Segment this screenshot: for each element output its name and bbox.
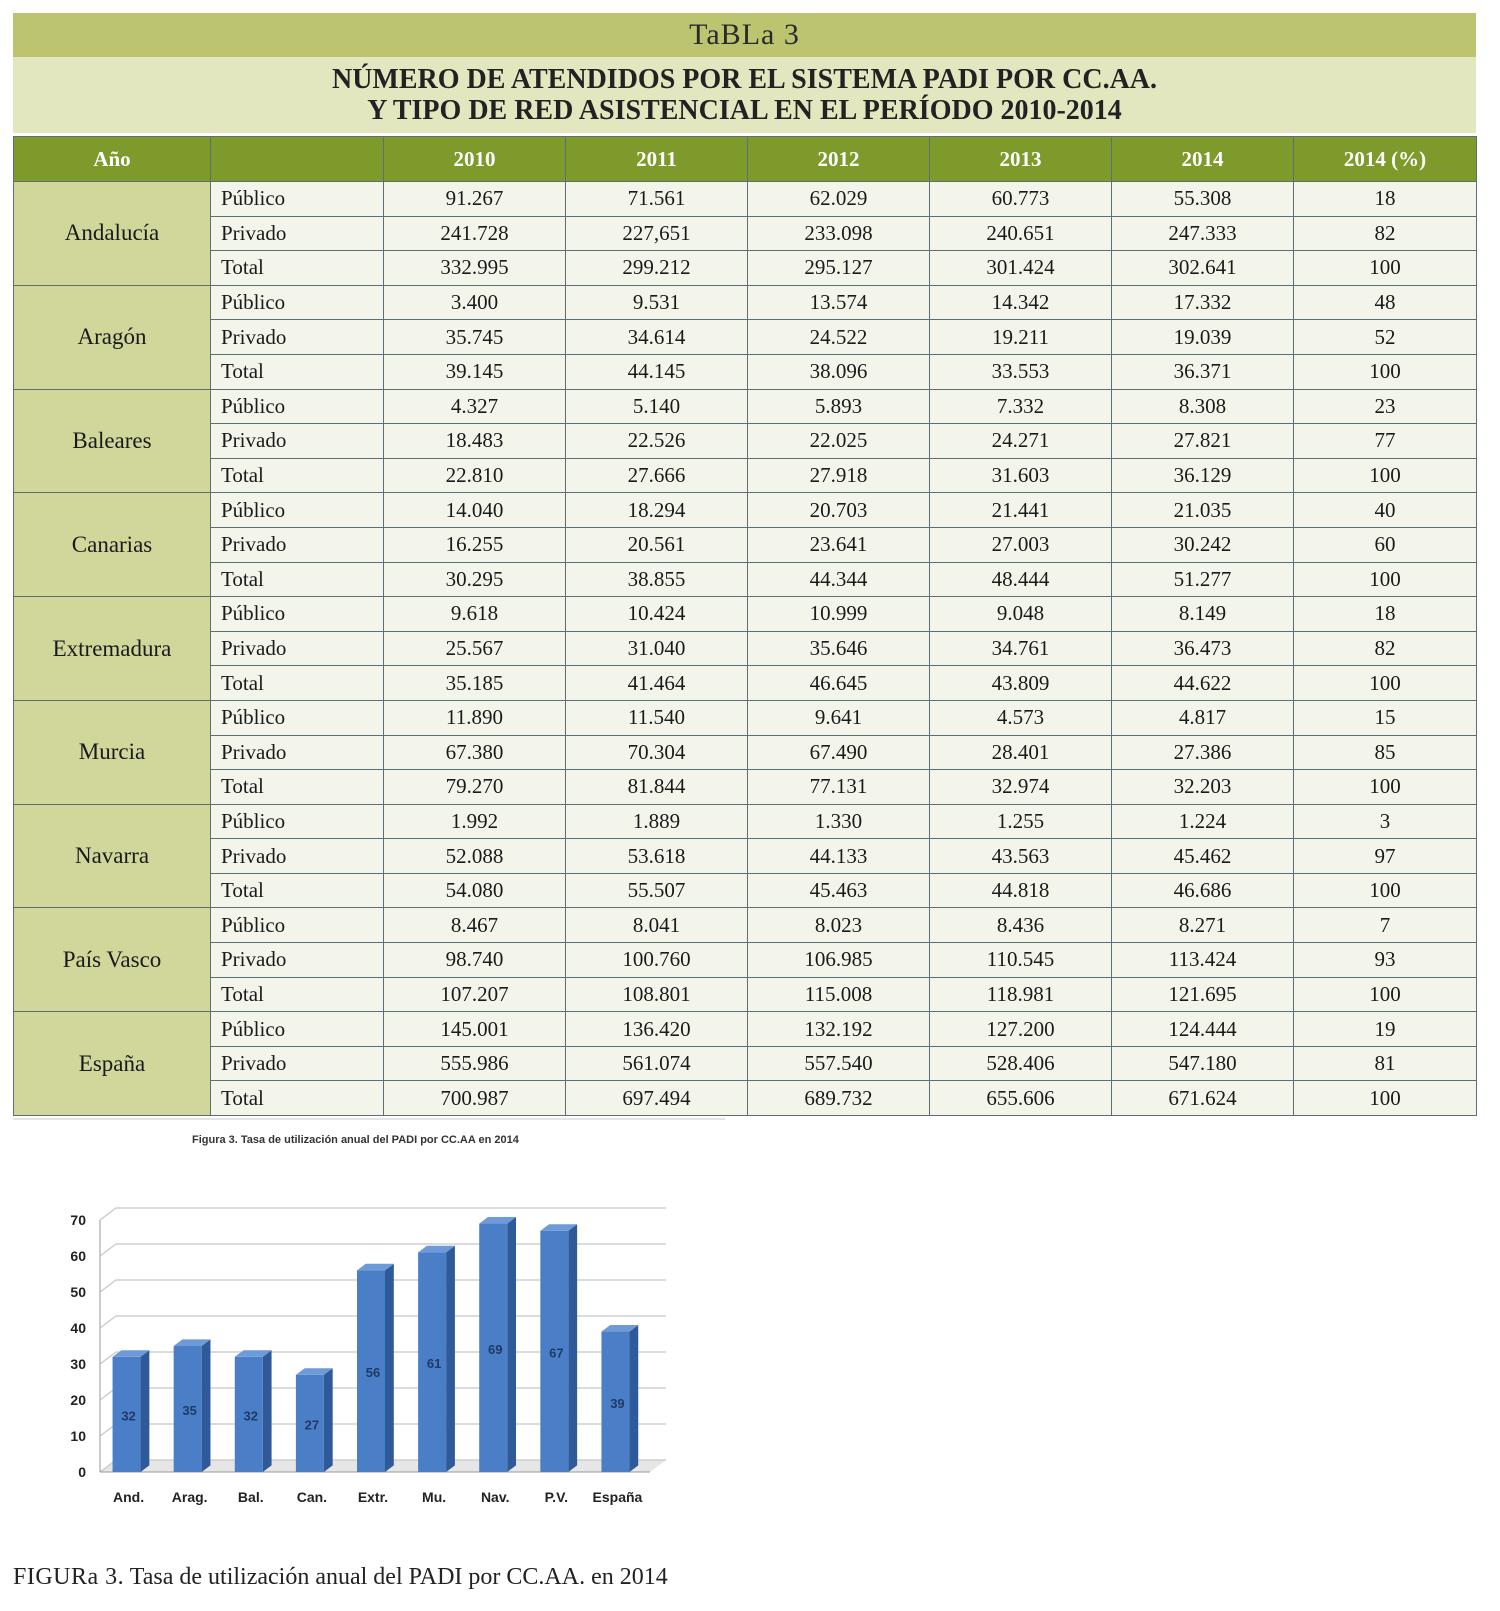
data-table [13, 136, 1477, 1116]
table-cell: 136.420 [566, 1012, 748, 1047]
table-cell: 25.567 [384, 631, 566, 666]
table-cell: 30.242 [1112, 527, 1294, 562]
table-cell: 100 [1294, 251, 1477, 286]
table-cell: 67.380 [384, 735, 566, 770]
table-cell: 10.424 [566, 597, 748, 632]
table-cell: 18.483 [384, 424, 566, 459]
table-cell: 34.761 [930, 631, 1112, 666]
network-type: Total [211, 562, 384, 597]
table-cell: 241.728 [384, 216, 566, 251]
x-category-label: And. [113, 1489, 145, 1505]
network-type: Público [211, 285, 384, 320]
table-cell: 82 [1294, 631, 1477, 666]
table-cell: 233.098 [748, 216, 930, 251]
table-cell: 302.641 [1112, 251, 1294, 286]
table-row [14, 839, 1477, 874]
table-cell: 22.526 [566, 424, 748, 459]
network-type: Total [211, 770, 384, 805]
figure-caption-label: FIGURa 3. [13, 1564, 125, 1590]
table-cell: 9.531 [566, 285, 748, 320]
table-subtitle [13, 57, 1476, 133]
x-category-label: Mu. [422, 1489, 447, 1505]
table-cell: 247.333 [1112, 216, 1294, 251]
table-cell: 35.185 [384, 666, 566, 701]
bar-side [507, 1217, 516, 1472]
table-cell: 555.986 [384, 1046, 566, 1081]
table-cell: 39.145 [384, 354, 566, 389]
table-cell: 14.342 [930, 285, 1112, 320]
table-cell: 108.801 [566, 977, 748, 1012]
bar-side [568, 1224, 577, 1472]
network-type: Privado [211, 320, 384, 355]
header-col-6: 2014 [1112, 137, 1294, 182]
network-type: Público [211, 1012, 384, 1047]
y-tick-label: 20 [70, 1392, 86, 1408]
network-type: Total [211, 458, 384, 493]
table-cell: 227,651 [566, 216, 748, 251]
y-tick-label: 70 [70, 1212, 86, 1228]
bar-value-label: 39 [610, 1395, 625, 1411]
table-cell: 100 [1294, 354, 1477, 389]
table-cell: 100 [1294, 458, 1477, 493]
table-cell: 31.603 [930, 458, 1112, 493]
table-cell: 8.436 [930, 908, 1112, 943]
x-category-label: España [592, 1489, 643, 1505]
gridline [100, 1244, 666, 1256]
table-cell: 332.995 [384, 251, 566, 286]
table-cell: 81 [1294, 1046, 1477, 1081]
bar-value-label: 27 [304, 1417, 320, 1433]
table-cell: 19 [1294, 1012, 1477, 1047]
x-category-label: Can. [296, 1489, 328, 1505]
table-title: TaBLa 3 [13, 13, 1476, 57]
table-row [14, 770, 1477, 805]
figure-inner-caption: Figura 3. Tasa de utilización anual del PADI por CC.AA en 2014 [192, 1134, 519, 1146]
table-cell: 1.330 [748, 804, 930, 839]
table-row [14, 908, 1477, 943]
x-category-label: Extr. [357, 1489, 389, 1505]
table-cell: 27.821 [1112, 424, 1294, 459]
table-cell: 9.641 [748, 700, 930, 735]
table-cell: 60.773 [930, 182, 1112, 217]
table-row [14, 527, 1477, 562]
table-cell: 43.809 [930, 666, 1112, 701]
table-row [14, 735, 1477, 770]
network-type: Total [211, 251, 384, 286]
table-row [14, 182, 1477, 217]
region-name: Canarias [14, 493, 211, 597]
region-name: Extremadura [14, 597, 211, 701]
table-cell: 20.561 [566, 527, 748, 562]
table-cell: 46.686 [1112, 873, 1294, 908]
table-cell: 41.464 [566, 666, 748, 701]
table-cell: 20.703 [748, 493, 930, 528]
network-type: Total [211, 977, 384, 1012]
bar-side [202, 1339, 211, 1472]
table-cell: 17.332 [1112, 285, 1294, 320]
table-row [14, 493, 1477, 528]
table-cell: 45.462 [1112, 839, 1294, 874]
table-cell: 100 [1294, 770, 1477, 805]
table-cell: 8.467 [384, 908, 566, 943]
table-cell: 3.400 [384, 285, 566, 320]
table-cell: 23.641 [748, 527, 930, 562]
table-cell: 5.893 [748, 389, 930, 424]
table-subtitle-line-2: Y TIPO DE RED ASISTENCIAL EN EL PERÍODO 2010-2014 [367, 95, 1122, 126]
network-type: Público [211, 389, 384, 424]
network-type: Total [211, 1081, 384, 1116]
table-cell: 22.025 [748, 424, 930, 459]
table-cell: 36.371 [1112, 354, 1294, 389]
table-cell: 19.211 [930, 320, 1112, 355]
network-type: Público [211, 700, 384, 735]
table-cell: 27.666 [566, 458, 748, 493]
network-type: Privado [211, 1046, 384, 1081]
table-cell: 52.088 [384, 839, 566, 874]
x-category-label: Bal. [237, 1489, 264, 1505]
table-cell: 4.817 [1112, 700, 1294, 735]
header-col-7: 2014 (%) [1294, 137, 1477, 182]
table-cell: 671.624 [1112, 1081, 1294, 1116]
table-cell: 93 [1294, 943, 1477, 978]
y-tick-label: 30 [70, 1356, 86, 1372]
table-cell: 36.129 [1112, 458, 1294, 493]
table-cell: 8.041 [566, 908, 748, 943]
table-cell: 23 [1294, 389, 1477, 424]
table-row [14, 285, 1477, 320]
table-cell: 301.424 [930, 251, 1112, 286]
header-col-5: 2013 [930, 137, 1112, 182]
table-cell: 35.646 [748, 631, 930, 666]
network-type: Público [211, 908, 384, 943]
table-cell: 22.810 [384, 458, 566, 493]
table-cell: 34.614 [566, 320, 748, 355]
table-cell: 32.974 [930, 770, 1112, 805]
table-cell: 38.096 [748, 354, 930, 389]
network-type: Privado [211, 735, 384, 770]
table-row [14, 631, 1477, 666]
bar-side [446, 1246, 455, 1472]
table-cell: 13.574 [748, 285, 930, 320]
table-cell: 4.327 [384, 389, 566, 424]
table-row [14, 804, 1477, 839]
table-cell: 44.145 [566, 354, 748, 389]
network-type: Privado [211, 527, 384, 562]
table-cell: 46.645 [748, 666, 930, 701]
table-cell: 71.561 [566, 182, 748, 217]
table-cell: 77 [1294, 424, 1477, 459]
table-cell: 14.040 [384, 493, 566, 528]
table-cell: 51.277 [1112, 562, 1294, 597]
network-type: Privado [211, 839, 384, 874]
table-cell: 19.039 [1112, 320, 1294, 355]
table-cell: 8.271 [1112, 908, 1294, 943]
table-cell: 98.740 [384, 943, 566, 978]
table-row [14, 943, 1477, 978]
table-cell: 55.308 [1112, 182, 1294, 217]
table-subtitle-line-1: NÚMERO DE ATENDIDOS POR EL SISTEMA PADI POR CC.AA. [331, 64, 1158, 95]
table-cell: 295.127 [748, 251, 930, 286]
network-type: Privado [211, 216, 384, 251]
table-row [14, 977, 1477, 1012]
table-cell: 110.545 [930, 943, 1112, 978]
bar-value-label: 32 [121, 1408, 136, 1424]
table-cell: 697.494 [566, 1081, 748, 1116]
table-cell: 33.553 [930, 354, 1112, 389]
table-cell: 77.131 [748, 770, 930, 805]
table-row [14, 216, 1477, 251]
table-cell: 18 [1294, 597, 1477, 632]
table-cell: 1.992 [384, 804, 566, 839]
table-row [14, 700, 1477, 735]
bar-side [141, 1350, 150, 1472]
table-row [14, 458, 1477, 493]
y-tick-label: 10 [70, 1428, 86, 1444]
table-row [14, 597, 1477, 632]
network-type: Privado [211, 631, 384, 666]
table-cell: 106.985 [748, 943, 930, 978]
x-category-label: P.V. [544, 1489, 569, 1505]
table-cell: 21.035 [1112, 493, 1294, 528]
table-row [14, 1081, 1477, 1116]
table-cell: 28.401 [930, 735, 1112, 770]
table-row [14, 320, 1477, 355]
table-cell: 27.918 [748, 458, 930, 493]
table-cell: 7 [1294, 908, 1477, 943]
table-cell: 62.029 [748, 182, 930, 217]
table-cell: 100 [1294, 977, 1477, 1012]
network-type: Total [211, 354, 384, 389]
table-row [14, 354, 1477, 389]
table-cell: 100 [1294, 873, 1477, 908]
table-cell: 107.207 [384, 977, 566, 1012]
region-name: España [14, 1012, 211, 1116]
region-name: Baleares [14, 389, 211, 493]
table-cell: 48.444 [930, 562, 1112, 597]
table-cell: 10.999 [748, 597, 930, 632]
table-cell: 1.889 [566, 804, 748, 839]
table-cell: 15 [1294, 700, 1477, 735]
network-type: Público [211, 493, 384, 528]
table-cell: 54.080 [384, 873, 566, 908]
table-cell: 38.855 [566, 562, 748, 597]
table-cell: 18.294 [566, 493, 748, 528]
gridline [100, 1208, 666, 1220]
y-tick-label: 0 [78, 1464, 86, 1480]
table-row [14, 562, 1477, 597]
table-cell: 557.540 [748, 1046, 930, 1081]
table-cell: 44.622 [1112, 666, 1294, 701]
table-cell: 528.406 [930, 1046, 1112, 1081]
table-cell: 121.695 [1112, 977, 1294, 1012]
network-type: Total [211, 666, 384, 701]
figure-caption-text: Tasa de utilización anual del PADI por CC.AA. en 2014 [124, 1564, 668, 1590]
bar-value-label: 35 [182, 1403, 197, 1418]
table-cell: 44.818 [930, 873, 1112, 908]
network-type: Privado [211, 943, 384, 978]
table-cell: 700.987 [384, 1081, 566, 1116]
table-cell: 67.490 [748, 735, 930, 770]
table-cell: 9.618 [384, 597, 566, 632]
table-cell: 24.522 [748, 320, 930, 355]
table-cell: 100 [1294, 1081, 1477, 1116]
table-cell: 689.732 [748, 1081, 930, 1116]
table-cell: 9.048 [930, 597, 1112, 632]
header-col-3: 2011 [566, 137, 748, 182]
table-cell: 655.606 [930, 1081, 1112, 1116]
table-cell: 79.270 [384, 770, 566, 805]
network-type: Público [211, 804, 384, 839]
x-category-label: Nav. [480, 1489, 510, 1505]
bar-value-label: 61 [426, 1356, 442, 1372]
table-cell: 1.255 [930, 804, 1112, 839]
table-cell: 124.444 [1112, 1012, 1294, 1047]
table-cell: 45.463 [748, 873, 930, 908]
table-cell: 8.023 [748, 908, 930, 943]
table-row [14, 873, 1477, 908]
table-cell: 36.473 [1112, 631, 1294, 666]
region-name: Andalucía [14, 182, 211, 286]
figure-caption [13, 1564, 668, 1591]
bar-value-label: 32 [243, 1408, 259, 1424]
table-cell: 145.001 [384, 1012, 566, 1047]
table-cell: 44.133 [748, 839, 930, 874]
table-cell: 561.074 [566, 1046, 748, 1081]
bar-side [385, 1264, 394, 1472]
bar-value-label: 67 [549, 1345, 564, 1361]
header-ano: Año [14, 137, 211, 182]
table-cell: 8.149 [1112, 597, 1294, 632]
table-cell: 7.332 [930, 389, 1112, 424]
table-cell: 91.267 [384, 182, 566, 217]
network-type: Público [211, 182, 384, 217]
table-cell: 132.192 [748, 1012, 930, 1047]
table-cell: 97 [1294, 839, 1477, 874]
table-row [14, 251, 1477, 286]
bar-chart [40, 1200, 680, 1540]
table-cell: 85 [1294, 735, 1477, 770]
table-cell: 82 [1294, 216, 1477, 251]
table-cell: 52 [1294, 320, 1477, 355]
table-cell: 299.212 [566, 251, 748, 286]
table-cell: 100 [1294, 666, 1477, 701]
y-tick-label: 40 [70, 1320, 86, 1336]
table-cell: 24.271 [930, 424, 1112, 459]
table-cell: 3 [1294, 804, 1477, 839]
table-cell: 11.890 [384, 700, 566, 735]
table-cell: 40 [1294, 493, 1477, 528]
header-type [211, 137, 384, 182]
region-name: Navarra [14, 804, 211, 908]
table-row [14, 1012, 1477, 1047]
x-category-label: Arag. [171, 1489, 208, 1505]
table-cell: 11.540 [566, 700, 748, 735]
header-col-2: 2010 [384, 137, 566, 182]
table-cell: 35.745 [384, 320, 566, 355]
table-cell: 1.224 [1112, 804, 1294, 839]
y-tick-label: 50 [70, 1284, 86, 1300]
table-cell: 60 [1294, 527, 1477, 562]
table-cell: 43.563 [930, 839, 1112, 874]
table-cell: 31.040 [566, 631, 748, 666]
table-cell: 27.003 [930, 527, 1112, 562]
bar-value-label: 69 [487, 1341, 503, 1357]
table-cell: 118.981 [930, 977, 1112, 1012]
network-type: Total [211, 873, 384, 908]
table-cell: 27.386 [1112, 735, 1294, 770]
bar-side [629, 1325, 638, 1472]
table-cell: 5.140 [566, 389, 748, 424]
divider [13, 1118, 725, 1120]
data-table-container [13, 136, 1477, 1116]
table-cell: 113.424 [1112, 943, 1294, 978]
table-row [14, 666, 1477, 701]
table-cell: 547.180 [1112, 1046, 1294, 1081]
table-cell: 21.441 [930, 493, 1112, 528]
table-cell: 30.295 [384, 562, 566, 597]
network-type: Público [211, 597, 384, 632]
table-cell: 81.844 [566, 770, 748, 805]
table-body [14, 182, 1477, 1116]
table-cell: 70.304 [566, 735, 748, 770]
table-header-row [14, 137, 1477, 182]
network-type: Privado [211, 424, 384, 459]
table-row [14, 1046, 1477, 1081]
table-cell: 4.573 [930, 700, 1112, 735]
table-cell: 8.308 [1112, 389, 1294, 424]
table-cell: 127.200 [930, 1012, 1112, 1047]
region-name: País Vasco [14, 908, 211, 1012]
table-cell: 100 [1294, 562, 1477, 597]
table-cell: 32.203 [1112, 770, 1294, 805]
table-cell: 44.344 [748, 562, 930, 597]
bar-side [263, 1350, 272, 1472]
table-cell: 18 [1294, 182, 1477, 217]
table-cell: 115.008 [748, 977, 930, 1012]
bar-value-label: 56 [365, 1365, 381, 1381]
table-row [14, 389, 1477, 424]
table-cell: 100.760 [566, 943, 748, 978]
table-row [14, 424, 1477, 459]
region-name: Murcia [14, 700, 211, 804]
header-col-4: 2012 [748, 137, 930, 182]
table-cell: 55.507 [566, 873, 748, 908]
table-cell: 53.618 [566, 839, 748, 874]
table-cell: 48 [1294, 285, 1477, 320]
y-tick-label: 60 [70, 1248, 86, 1264]
region-name: Aragón [14, 285, 211, 389]
table-cell: 16.255 [384, 527, 566, 562]
table-cell: 240.651 [930, 216, 1112, 251]
bar-side [324, 1368, 333, 1472]
